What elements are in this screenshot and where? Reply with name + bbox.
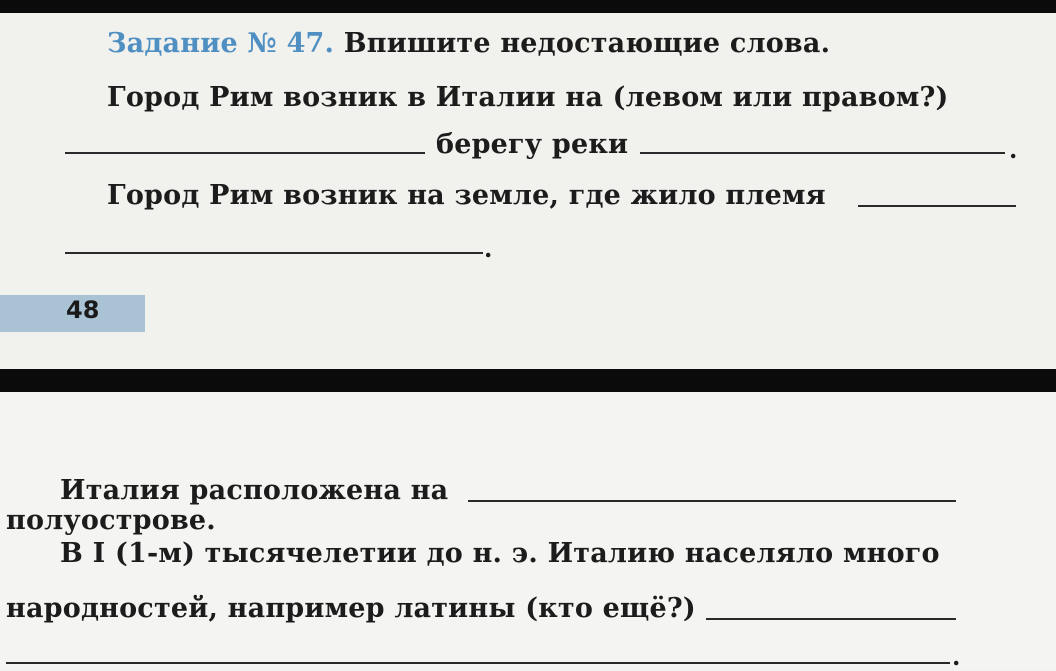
task-line-2-text: берегу реки [436, 129, 629, 160]
blank-peninsula[interactable] [468, 500, 956, 502]
page-divider [0, 369, 1056, 392]
task-line-3: Город Рим возник на земле, где жило племя [107, 180, 826, 211]
top-dark-border [0, 0, 1056, 13]
task-label: Задание № 47. [107, 28, 335, 59]
task-line-2-period: . [1009, 135, 1018, 164]
task-line-1: Город Рим возник в Италии на (левом или правом?) [107, 82, 949, 113]
blank-bank-side[interactable] [65, 152, 425, 154]
page-number: 48 [66, 296, 100, 324]
bottom-line-1: Италия расположена на [60, 475, 449, 506]
bottom-line-5-period: . [952, 642, 961, 671]
bottom-line-4: народностей, например латины (кто ещё?) [6, 593, 696, 624]
bottom-line-2: полуострове. [6, 505, 216, 536]
blank-river-name[interactable] [640, 152, 1005, 154]
task-instruction: Впишите недостающие слова. [343, 28, 831, 59]
blank-peoples-2[interactable] [6, 662, 950, 664]
task-heading [107, 28, 830, 59]
bottom-line-3: В I (1-м) тысячелетии до н. э. Италию населяло много [60, 538, 940, 569]
blank-tribe-1[interactable] [858, 205, 1016, 207]
task-line-4-period: . [484, 234, 493, 263]
blank-tribe-2[interactable] [65, 252, 483, 254]
blank-peoples-1[interactable] [706, 618, 956, 620]
